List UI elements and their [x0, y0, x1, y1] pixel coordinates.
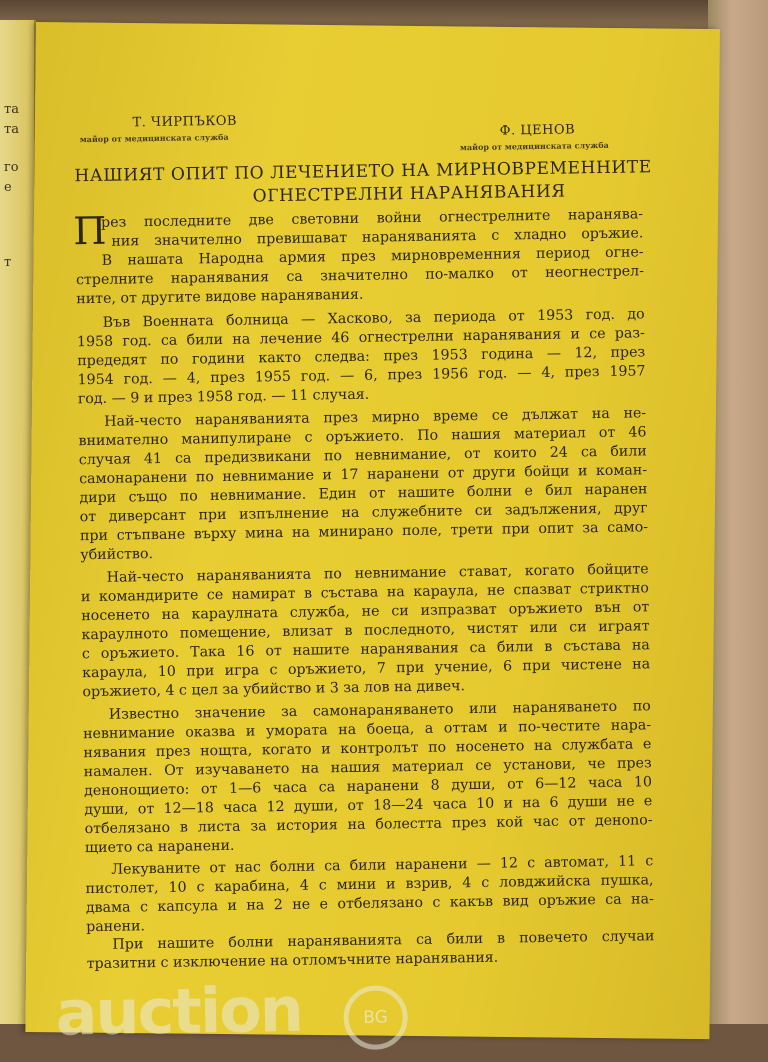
author-name: Т. ЧИРПЪКОВ — [132, 113, 238, 131]
text-line-content: отбелязано в листа за история на болестта през кой час от денono- — [84, 812, 653, 838]
text-line-content: нявания през нощта, когато и контролът по носенето на службата е — [83, 736, 652, 762]
text-line-content: караула, 10 при игра с оръжието, 7 при учение, 6 при чистене на — [82, 656, 651, 682]
article — [28, 20, 728, 1050]
text-line-content: намален. От изучаването на нашия материал се установи, че през — [83, 755, 652, 781]
text-line-content: от диверсант при изпълнение на служебните си задължения, друг — [79, 500, 648, 526]
text-line-content: души, от 12—18 часа 12 души, от 18—24 часа 10 и на 6 души не е — [84, 793, 653, 819]
text-line-content: рез последните две световни войни огнестрелните наранява- — [100, 206, 644, 231]
text-line-content: невнимание оказва и умората на боеца, а оттам и по-честите нара- — [83, 717, 652, 743]
text-line-content: В нашата Народна армия през мирновременния период огне- — [101, 244, 644, 269]
author-rank: майор от медицинската служба — [459, 139, 609, 153]
drop-cap: П — [72, 208, 107, 254]
text-line-content: предедят по години както следва: през 1953 година — 12, през — [77, 344, 646, 370]
text-line-content: 1958 год. са били на лечение 46 огнестрелни наранявания и се раз- — [76, 325, 646, 351]
author-name: Ф. ЦЕНОВ — [499, 122, 576, 139]
left-page-fragment: та — [4, 102, 19, 117]
text-line-content: при стъпване върху мина на минирано поле, трети при опит за само- — [79, 519, 649, 545]
text-line-content: Лекуваните от нас болни са били наранени — 12 с автомат, 11 с — [111, 853, 654, 878]
text-line-content: самонаранени по невнимание и 17 наранени от други бойци и коман- — [79, 462, 648, 488]
text-line-content: щието са наранени. — [84, 837, 235, 857]
text-line-content: ните, от другите видове наранявания. — [76, 286, 364, 308]
text-line-content: Най-често нараняванията по невнимание стават, когато бойците — [106, 561, 649, 586]
text-line-content: ранени. — [86, 918, 146, 936]
left-page-fragment: та — [4, 122, 19, 137]
text-line-content: носенето на караулната служба, не си изпразват оръжието вън от — [81, 599, 650, 625]
text-line-content: убийство. — [80, 546, 154, 564]
text-line-content: с оръжието. Така 16 от нашите наранявания са били в състава на — [81, 637, 650, 663]
text-line-content: ния значително превишават нараняванията с хладно оръжие. — [111, 225, 644, 250]
text-line-content: При нашите болни нараняванията са били в повечето случаи — [112, 928, 655, 953]
text-line-content: пистолет, 10 с карабина, 4 с мини и взрив, 4 с ловджийска пушка, — [85, 872, 654, 898]
article-title-line: НАШИЯТ ОПИТ ПО ЛЕЧЕНИЕТО НА МИРНОВРЕМЕННИТЕ — [74, 157, 652, 187]
watermark-text: auction — [54, 972, 303, 1050]
text-line-content: Във Военната болница — Хасково, за периода от 1953 год. до — [102, 306, 645, 331]
text-line-content: и командирите се намират в състава на караула, не спазват стриктно — [80, 580, 650, 606]
book-page — [25, 22, 720, 1050]
text-line-content: Най-често нараняванията през мирно време се дължат на не- — [104, 405, 647, 430]
text-line-content: год. — 9 и през 1958 год. — 11 случая. — [77, 386, 370, 408]
left-page-fragment: т — [4, 255, 12, 270]
text-line-content: стрелните наранявания са значително по-малко от неогнестрел- — [75, 263, 645, 289]
watermark-logo — [54, 972, 303, 1050]
left-page-fragment: го — [4, 160, 19, 175]
text-line-content: тразитни с изключение на отломъчните наранявания. — [86, 949, 499, 973]
text-line-content: двама с капсула и на 2 не е отбелязано с какъв вид оръжие са на- — [85, 891, 654, 917]
author-rank: майор от медицинската служба — [79, 131, 229, 145]
text-line-content: Известно значение за самонараняването или нараняването по — [108, 698, 651, 723]
left-page-fragment: е — [4, 180, 12, 195]
text-line-content: караулното помещение, влизат в последното, чистят или си играят — [81, 618, 650, 644]
text-line-content: внимателно манипулиране с оръжието. По нашия материал от 46 — [78, 424, 647, 450]
text-line-content: дири също по невнимание. Един от нашите болни е бил наранен — [79, 481, 648, 507]
watermark-badge: BG — [343, 985, 408, 1050]
text-line-content: денонощието: от 1—6 часа са наранени 8 души, от 6—12 часа 10 — [83, 774, 653, 800]
text-line-content: оръжието, 4 с цел за убийство и 3 за лов на дивеч. — [82, 678, 466, 701]
text-line-content: 1954 год. — 4, през 1955 год. — 6, през 1956 год. — 4, през 1957 — [77, 363, 646, 389]
text-line-content: случая 41 са предизвикани по невнимание, от които 24 са били — [78, 443, 647, 469]
article-title-line: ОГНЕСТРЕЛНИ НАРАНЯВАНИЯ — [252, 181, 566, 207]
